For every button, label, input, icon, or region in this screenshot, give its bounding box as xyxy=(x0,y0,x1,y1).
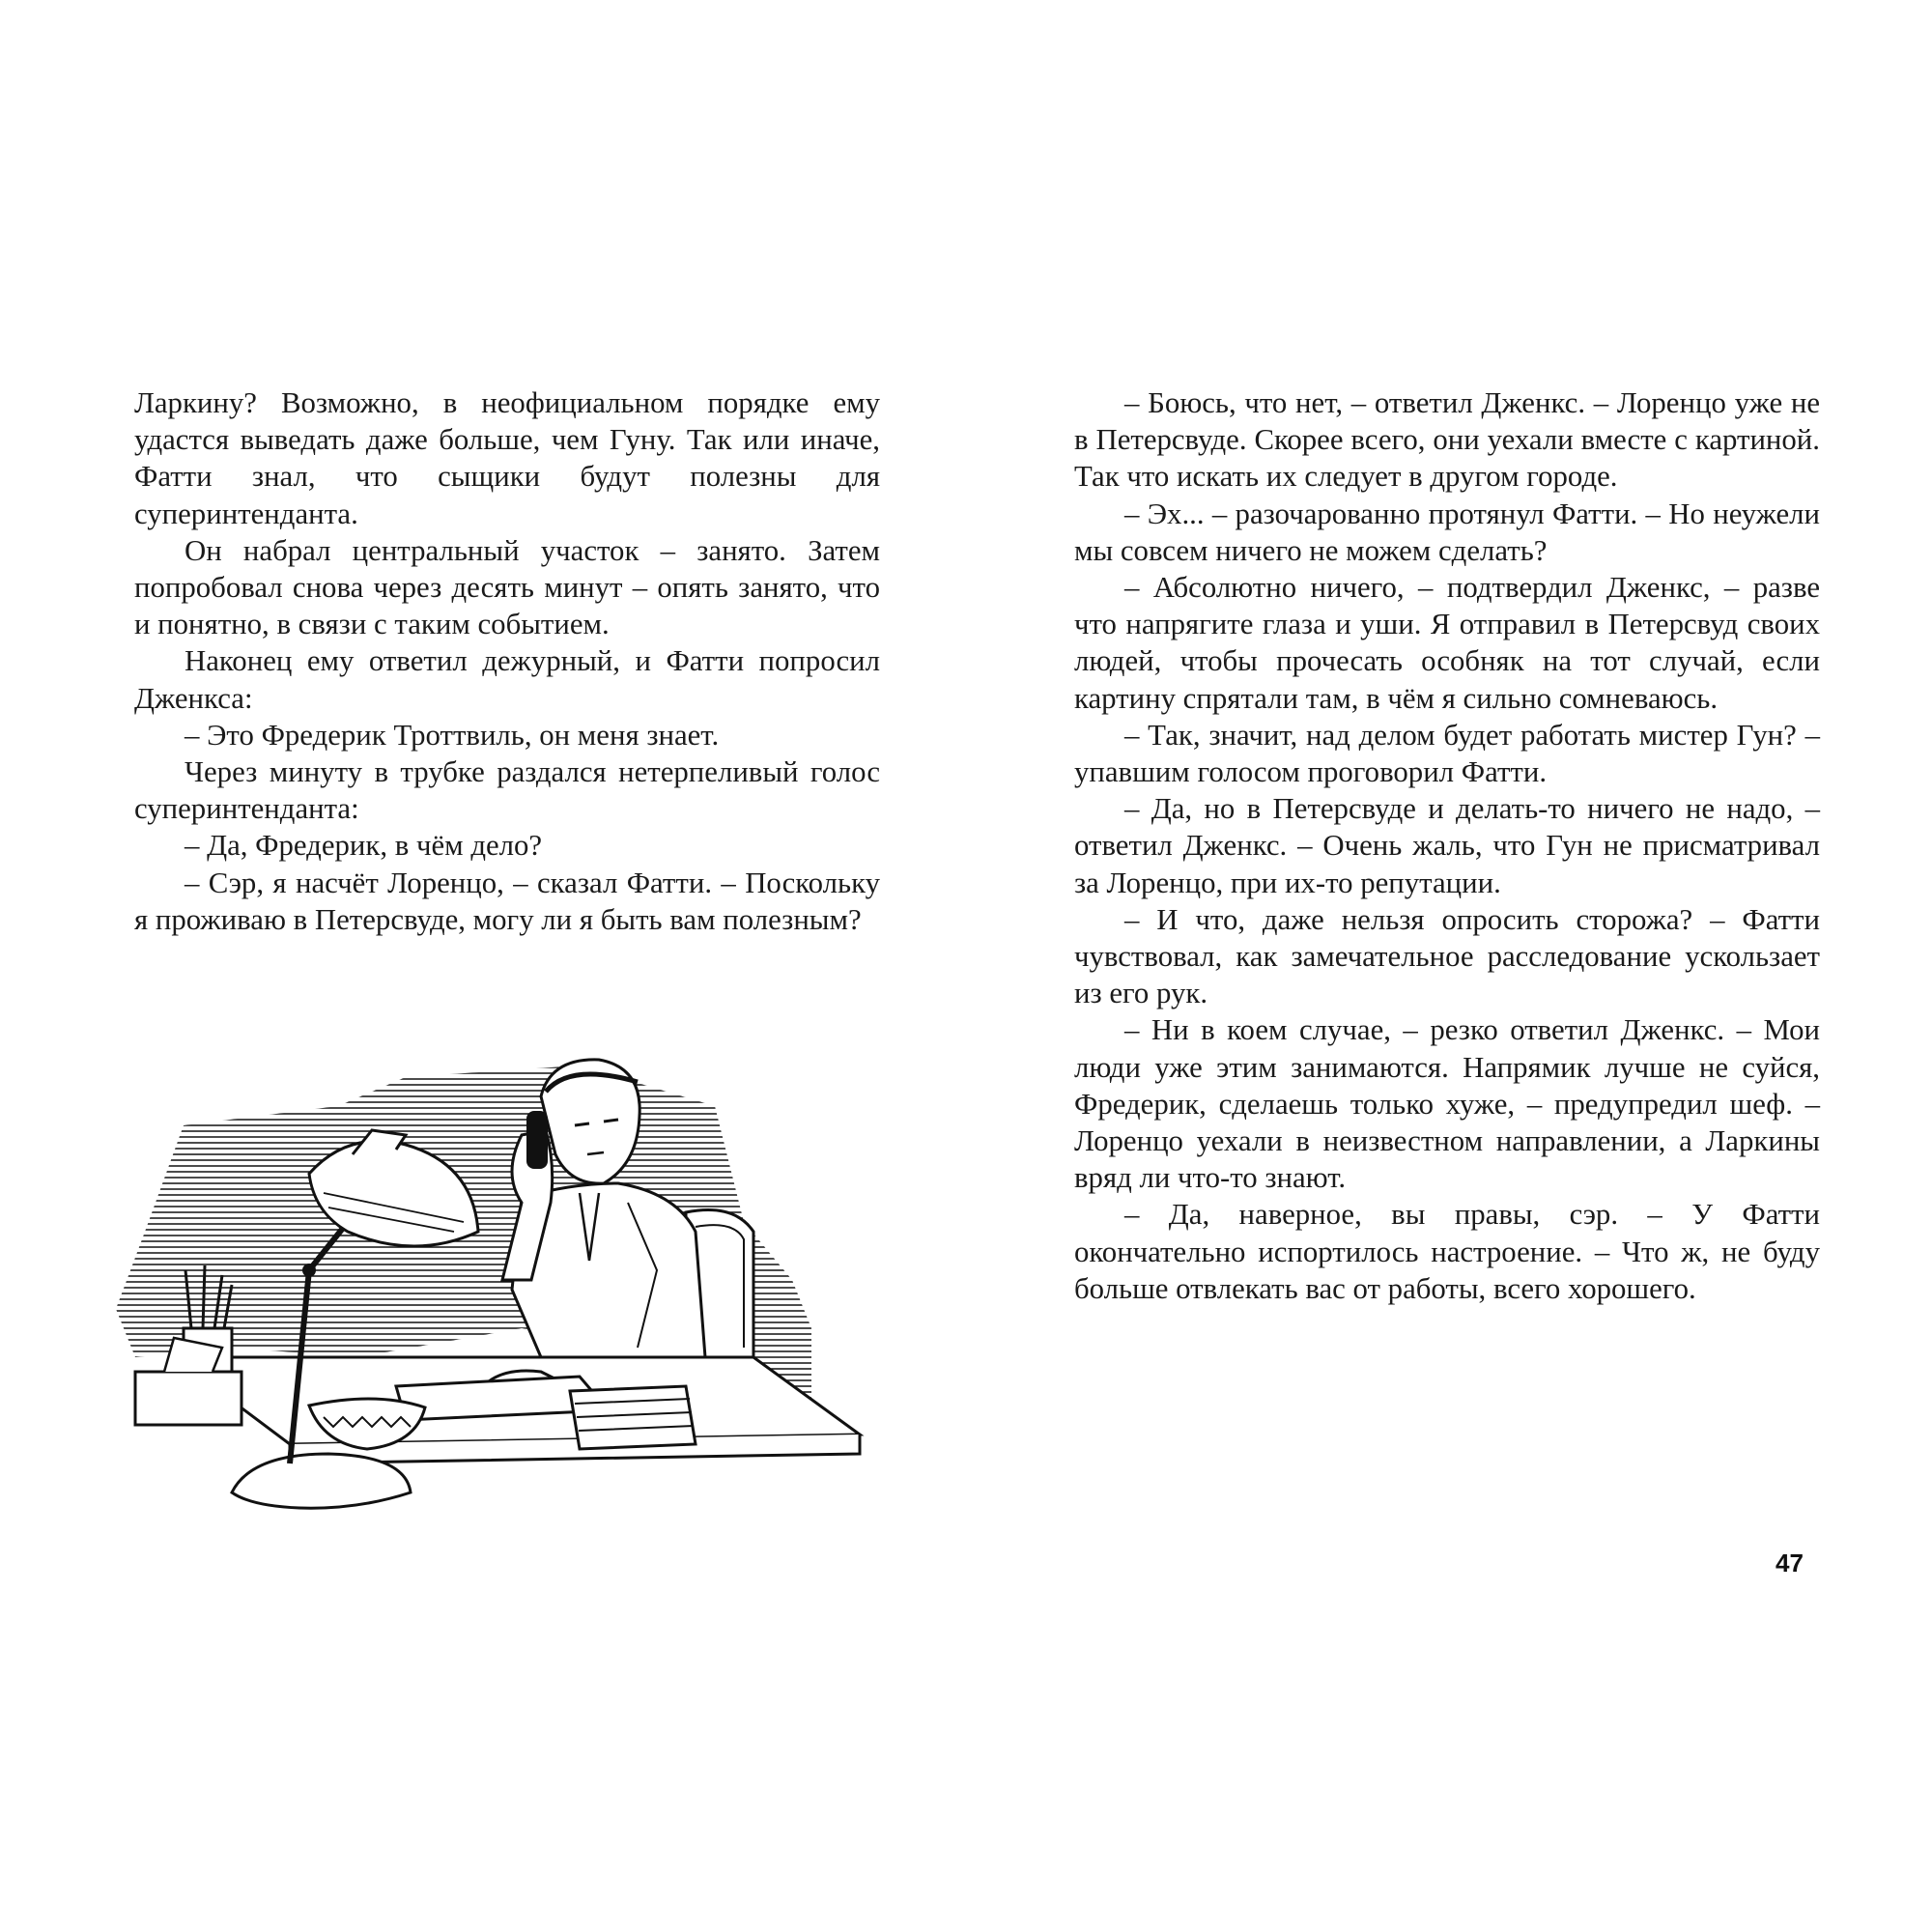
paragraph: – Так, значит, над делом будет работать мистер Гун? – упавшим голосом проговорил Фатти. xyxy=(1074,718,1820,789)
paragraph: – Ни в коем случае, – резко ответил Дженкс. – Мои люди уже этим занимаются. Напрямик лучше не суйся, Фредерик, сделаешь только хуже, – предупредил шеф. – Лоренцо уехали в неизвестном направлении, а Ларкины вряд ли что-то знают. xyxy=(1074,1013,1820,1195)
paragraph: Через минуту в трубке раздался нетерпеливый голос суперинтенданта: xyxy=(134,755,880,826)
paragraph: – Это Фредерик Троттвиль, он меня знает. xyxy=(185,718,720,752)
paragraph: Ларкину? Возможно, в неофициальном порядке ему удастся выведать даже больше, чем Гуну. Так или иначе, Фатти знал, что сыщики будут полезны для суперинтенданта. xyxy=(134,386,880,530)
phone-icon xyxy=(526,1111,548,1169)
man-on-phone-illustration xyxy=(116,1038,906,1521)
paragraph: – Боюсь, что нет, – ответил Дженкс. – Лоренцо уже не в Петерсвуде. Скорее всего, они уехали вместе с картиной. Так что искать их следует в другом городе. xyxy=(1074,386,1820,494)
paragraph: – И что, даже нельзя опросить сторожа? – Фатти чувствовал, как замечательное расследование ускользает из его рук. xyxy=(1074,902,1820,1010)
paragraph: – Сэр, я насчёт Лоренцо, – сказал Фатти. – Поскольку я проживаю в Петерсвуде, могу ли я быть вам полезным? xyxy=(134,866,880,936)
left-page-text xyxy=(134,384,880,938)
page-number: 47 xyxy=(1776,1548,1804,1577)
paragraph: Наконец ему ответил дежурный, и Фатти попросил Дженкса: xyxy=(134,644,880,715)
paragraph: – Да, но в Петерсвуде и делать-то ничего не надо, – ответил Дженкс. – Очень жаль, что Гун не присматривал за Лоренцо, при их-то репутации. xyxy=(1074,792,1820,899)
paragraph: – Абсолютно ничего, – подтвердил Дженкс, – разве что напрягите глаза и уши. Я отправил в Петерсвуд своих людей, чтобы прочесать особняк на тот случай, если картину спрятали там, в чём я сильно сомневаюсь. xyxy=(1074,571,1820,715)
paragraph: – Да, Фредерик, в чём дело? xyxy=(185,829,543,863)
paragraph: Он набрал центральный участок – занято. Затем попробовал снова через десять минут – опять занято, что и понятно, в связи с таким событием. xyxy=(134,533,880,641)
desk-lamp-icon xyxy=(232,1454,411,1508)
paragraph: – Эх... – разочарованно протянул Фатти. – Но неужели мы совсем ничего не можем сделать? xyxy=(1074,497,1820,567)
right-page-text xyxy=(1074,384,1820,1307)
paragraph: – Да, наверное, вы правы, сэр. – У Фатти окончательно испортилось настроение. – Что ж, не буду больше отвлекать вас от работы, всего хорошего. xyxy=(1074,1198,1820,1305)
